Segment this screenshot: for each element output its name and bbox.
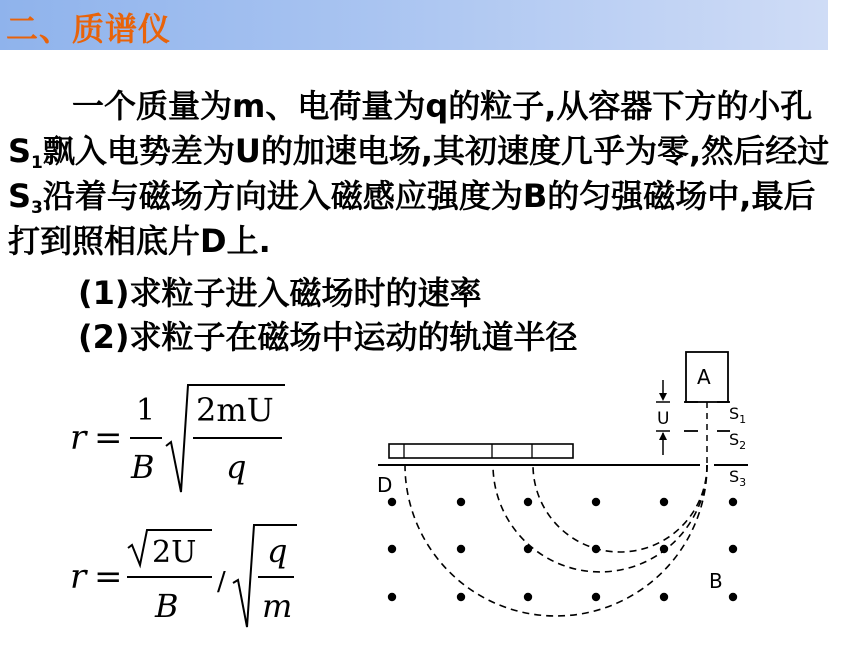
question-1: (1)求粒子进入磁场时的速率 bbox=[78, 274, 482, 312]
field-dot bbox=[592, 545, 600, 553]
formula2-den: B bbox=[155, 587, 179, 625]
slide-title: 二、质谱仪 bbox=[6, 10, 172, 48]
formula1-lhs: r bbox=[70, 418, 87, 458]
s3-label: $S_3$ bbox=[729, 467, 747, 489]
formula2-slash: / bbox=[217, 567, 226, 597]
field-dot bbox=[660, 545, 668, 553]
field-dot bbox=[457, 498, 465, 506]
problem-intro: 一个质量为m、电荷量为q的粒子,从容器下方的小孔S bbox=[8, 87, 813, 170]
s3-subscript: 3 bbox=[31, 198, 43, 218]
formula-1 bbox=[70, 385, 285, 492]
formula1-den: B bbox=[131, 448, 155, 486]
field-dot bbox=[592, 498, 600, 506]
voltage-label: U bbox=[657, 409, 670, 429]
field-dot bbox=[457, 593, 465, 601]
physics-diagram bbox=[0, 340, 860, 645]
formula-2 bbox=[70, 525, 297, 627]
field-dot bbox=[729, 545, 737, 553]
field-dot bbox=[524, 593, 532, 601]
formula2-rad2-num: q bbox=[267, 532, 288, 570]
formula1-rad-den: q bbox=[226, 448, 247, 486]
field-dot bbox=[457, 545, 465, 553]
formula2-rad-num: 2U bbox=[152, 535, 197, 570]
title-bar bbox=[0, 0, 828, 50]
s1-subscript: 1 bbox=[31, 153, 43, 173]
field-dot bbox=[388, 545, 396, 553]
field-dot bbox=[524, 545, 532, 553]
field-dot bbox=[729, 593, 737, 601]
field-label: B bbox=[709, 569, 723, 593]
magnetic-field-dots bbox=[388, 498, 737, 601]
field-dot bbox=[388, 498, 396, 506]
field-dot bbox=[592, 593, 600, 601]
mass-spectrometer bbox=[377, 352, 748, 616]
voltage-arrowhead-down bbox=[659, 393, 667, 401]
trajectory-medium bbox=[493, 465, 707, 572]
field-dot bbox=[660, 593, 668, 601]
s1-label: $S_1$ bbox=[729, 404, 747, 426]
formula1-eq: = bbox=[94, 418, 123, 458]
formula1-rad-num: 2mU bbox=[196, 391, 274, 429]
problem-mid2: 沿着与磁场方向进入磁感应强度为B的匀强磁场中,最后打到照相底片D上. bbox=[8, 177, 816, 260]
question-2: (2)求粒子在磁场中运动的轨道半径 bbox=[78, 318, 578, 356]
field-dot bbox=[388, 593, 396, 601]
trajectory-small bbox=[533, 465, 707, 552]
formula2-eq: = bbox=[94, 557, 123, 597]
problem-paragraph bbox=[8, 84, 838, 264]
formula1-num: 1 bbox=[136, 393, 156, 428]
problem-mid1: 飘入电势差为U的加速电场,其初速度几乎为零,然后经过S bbox=[8, 132, 830, 215]
voltage-arrowhead-up bbox=[659, 432, 667, 440]
plate-label: D bbox=[377, 473, 393, 497]
field-dot bbox=[660, 498, 668, 506]
field-dot bbox=[524, 498, 532, 506]
s2-label: $S_2$ bbox=[729, 430, 747, 452]
container-label: A bbox=[697, 365, 711, 389]
trajectory-large bbox=[405, 465, 707, 616]
field-dot bbox=[729, 498, 737, 506]
formula2-lhs: r bbox=[70, 557, 87, 597]
photographic-plate bbox=[389, 444, 573, 458]
formula2-rad2-den: m bbox=[262, 587, 293, 625]
